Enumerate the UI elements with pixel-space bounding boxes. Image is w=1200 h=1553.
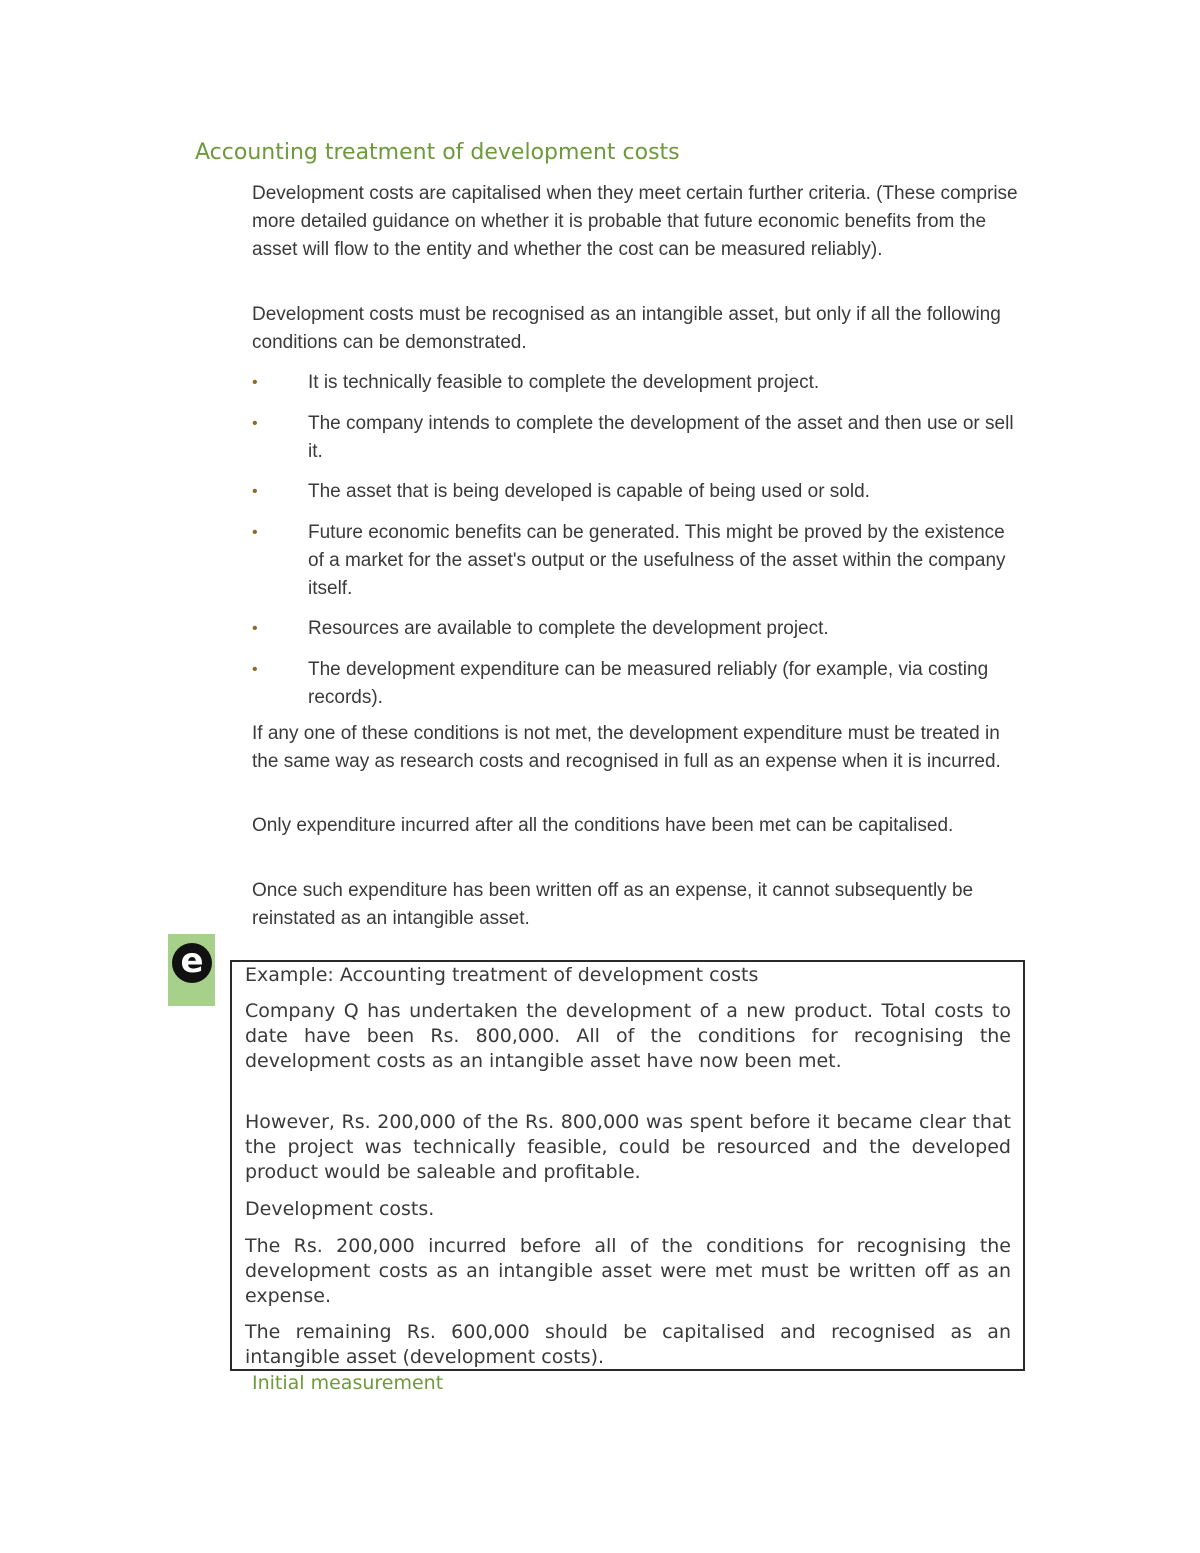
bullet-icon: • bbox=[252, 661, 258, 678]
bullet-icon: • bbox=[252, 620, 258, 637]
list-item-text: The company intends to complete the development of the asset and then use or sell it. bbox=[308, 413, 1014, 462]
example-paragraph-5: The remaining Rs. 600,000 should be capitalised and recognised as an intangible asset (development costs). bbox=[245, 1321, 1011, 1368]
example-paragraph-3: Development costs. bbox=[245, 1198, 435, 1220]
example-title: Example: Accounting treatment of development costs bbox=[245, 964, 759, 986]
bullet-icon: • bbox=[252, 483, 258, 500]
example-e-icon: e bbox=[172, 943, 212, 983]
section-heading: Accounting treatment of development costs bbox=[195, 140, 680, 165]
example-paragraph-4: The Rs. 200,000 incurred before all of the conditions for recognising the development costs as an intangible asset were met must be written off as an expense. bbox=[245, 1235, 1011, 1307]
bullet-icon: • bbox=[252, 524, 258, 541]
paragraph-conditions-not-met: If any one of these conditions is not met, the development expenditure must be treated in the same way as research costs and recognised in full as an expense when it is incurred. bbox=[252, 723, 1001, 772]
list-item-text: It is technically feasible to complete the development project. bbox=[308, 372, 820, 393]
paragraph-after-conditions: Only expenditure incurred after all the conditions have been met can be capitalised. bbox=[252, 815, 954, 836]
paragraph-capitalisation-criteria: Development costs are capitalised when they meet certain further criteria. (These comprise more detailed guidance on whether it is probable that future economic benefits from the asset will flow to the entity and whether the cost can be measured reliably). bbox=[252, 183, 1018, 260]
bullet-icon: • bbox=[252, 374, 258, 391]
sub-heading-initial-measurement: Initial measurement bbox=[252, 1372, 444, 1394]
example-box bbox=[230, 960, 1025, 1371]
list-item-text: The development expenditure can be measured reliably (for example, via costing records). bbox=[308, 659, 989, 708]
paragraph-recognition-conditions: Development costs must be recognised as an intangible asset, but only if all the following conditions can be demonstrated. bbox=[252, 304, 1001, 353]
example-icon bbox=[168, 934, 215, 1006]
paragraph-no-reinstatement: Once such expenditure has been written off as an expense, it cannot subsequently be reinstated as an intangible asset. bbox=[252, 880, 974, 929]
example-paragraph-2: However, Rs. 200,000 of the Rs. 800,000 was spent before it became clear that the project was technically feasible, could be resourced and the developed product would be saleable and profitable. bbox=[245, 1111, 1011, 1183]
list-item-text: The asset that is being developed is capable of being used or sold. bbox=[308, 481, 870, 502]
list-item-text: Resources are available to complete the development project. bbox=[308, 618, 829, 639]
bullet-icon: • bbox=[252, 415, 258, 432]
list-item-text: Future economic benefits can be generated. This might be proved by the existence of a market for the asset's output or the usefulness of the asset within the company itself. bbox=[308, 522, 1006, 599]
example-paragraph-1: Company Q has undertaken the development of a new product. Total costs to date have been Rs. 800,000. All of the conditions for recognising the development costs as an intangible asset have now been met. bbox=[245, 1000, 1011, 1072]
